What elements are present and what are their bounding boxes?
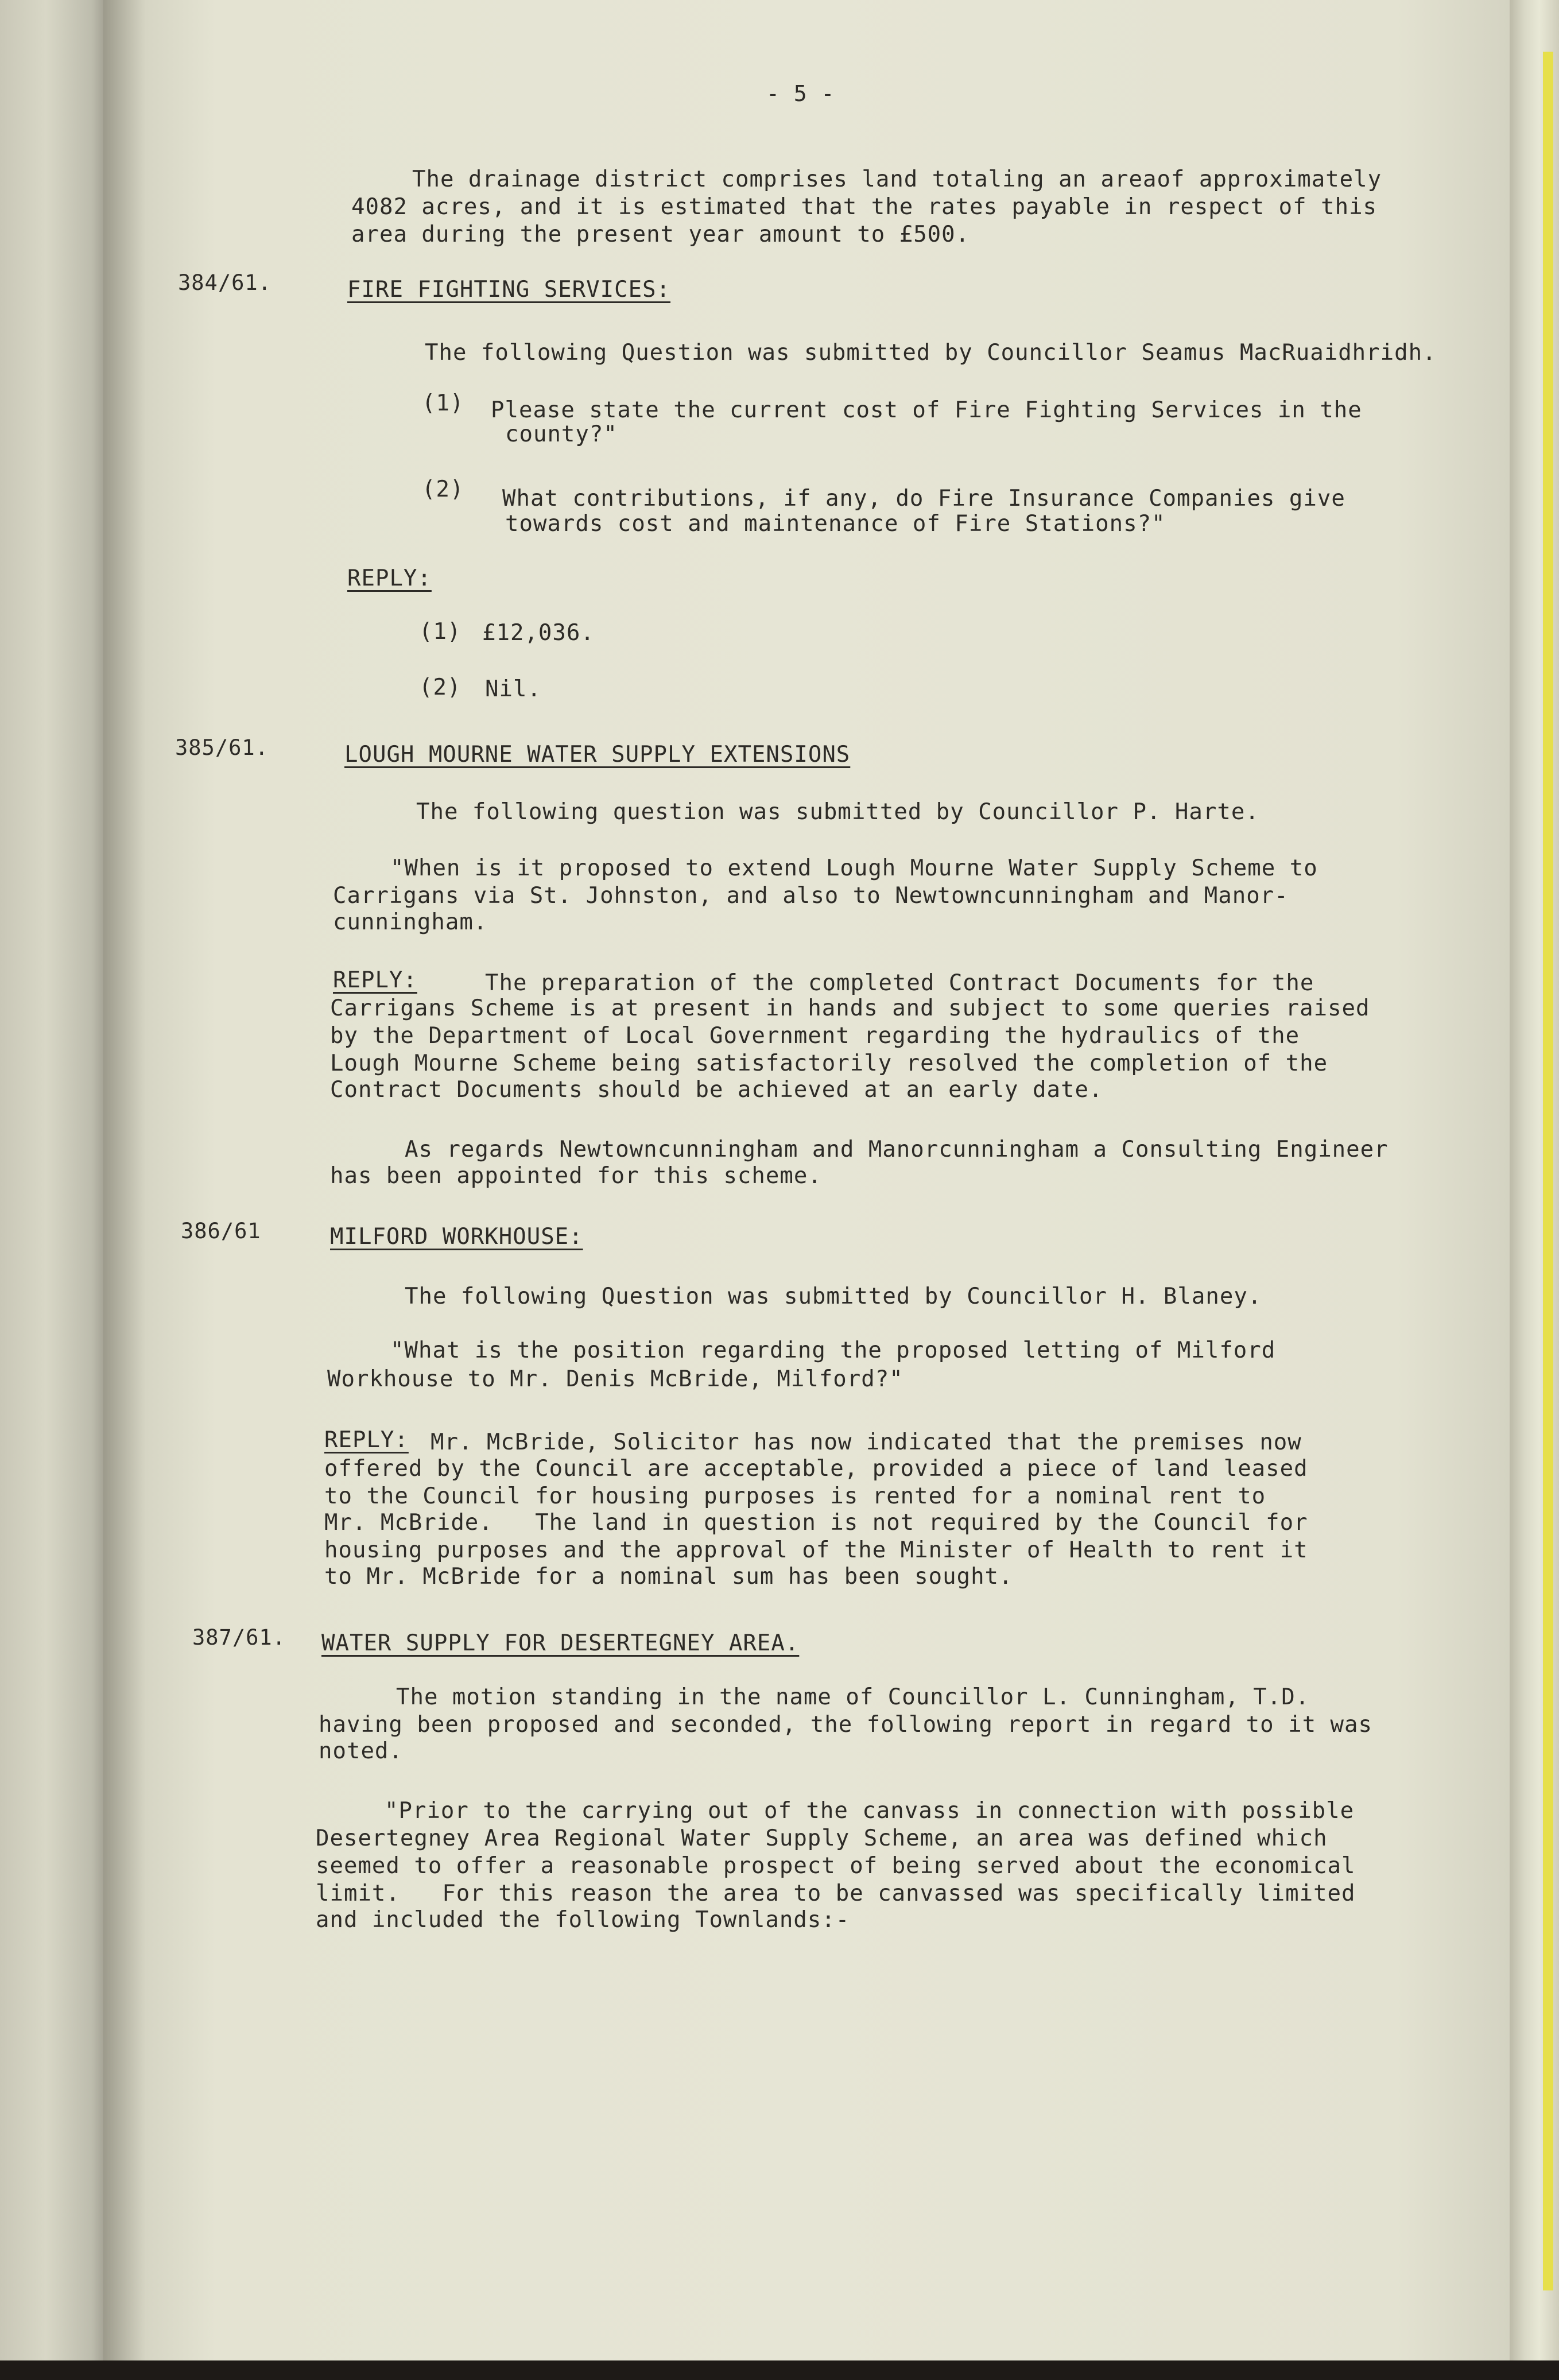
reply-label: REPLY: (333, 967, 417, 993)
quote-line: Carrigans via St. Johnston, and also to Newtowncunningham and Manor- (333, 883, 1289, 909)
section-intro-line: noted. (319, 1738, 403, 1764)
quote-line: seemed to offer a reasonable prospect of being served about the economical (316, 1853, 1356, 1879)
reply-line: Contract Documents should be achieved at an early date. (330, 1077, 1103, 1103)
reply-label: REPLY: (324, 1427, 409, 1453)
reply-line: The preparation of the completed Contract Documents for the (485, 970, 1314, 996)
reply-line: Mr. McBride, Solicitor has now indicated that the premises now (431, 1429, 1302, 1455)
section-intro-line: The motion standing in the name of Councillor L. Cunningham, T.D. (396, 1684, 1310, 1710)
quote-line: Workhouse to Mr. Denis McBride, Milford?" (327, 1366, 903, 1392)
intro-line-3: area during the present year amount to £500. (351, 222, 970, 247)
quote-line: "Prior to the carrying out of the canvass in connection with possible (385, 1798, 1355, 1824)
section-title: WATER SUPPLY FOR DESERTEGNEY AREA. (321, 1630, 800, 1656)
reply-line: Mr. McBride. The land in question is not required by the Council for (324, 1510, 1308, 1536)
scan-bottom-edge (0, 2360, 1559, 2380)
quote-line: limit. For this reason the area to be canvassed was specifically limited (316, 1881, 1356, 1906)
reply-label: REPLY: (347, 565, 432, 591)
section-intro: The following question was submitted by Councillor P. Harte. (416, 799, 1259, 825)
reply-line: to Mr. McBride for a nominal sum has been sought. (324, 1564, 1013, 1590)
reply-line: housing purposes and the approval of the Minister of Health to rent it (324, 1537, 1308, 1563)
page-stack-edge (1510, 0, 1559, 2380)
note-line: As regards Newtowncunningham and Manorcunningham a Consulting Engineer (405, 1137, 1389, 1162)
quote-line: Desertegney Area Regional Water Supply Scheme, an area was defined which (316, 1825, 1328, 1851)
reply-number: (1) (419, 619, 462, 645)
reply-line: to the Council for housing purposes is rented for a nominal rent to (324, 1483, 1266, 1509)
section-title: FIRE FIGHTING SERVICES: (347, 277, 671, 303)
section-intro: The following Question was submitted by Councillor Seamus MacRuaidhridh. (425, 340, 1437, 366)
quote-line: "When is it proposed to extend Lough Mourne Water Supply Scheme to (390, 855, 1318, 881)
reply-line: offered by the Council are acceptable, provided a piece of land leased (324, 1456, 1308, 1482)
yellow-tab (1543, 52, 1553, 2290)
intro-line-2: 4082 acres, and it is estimated that the rates payable in respect of this (351, 194, 1378, 220)
minute-ref: 386/61 (181, 1219, 261, 1243)
question-line: Please state the current cost of Fire Fighting Services in the (491, 397, 1362, 423)
question-line: county?" (505, 421, 618, 447)
quote-line: and included the following Townlands:- (316, 1907, 850, 1933)
note-line: has been appointed for this scheme. (330, 1163, 822, 1189)
section-title: MILFORD WORKHOUSE: (330, 1224, 583, 1250)
reply-line: Carrigans Scheme is at present in hands and subject to some queries raised (330, 995, 1370, 1021)
quote-line: cunningham. (333, 909, 488, 935)
reply-line: Lough Mourne Scheme being satisfactorily resolved the completion of the (330, 1051, 1328, 1076)
quote-line: "What is the position regarding the proposed letting of Milford (390, 1338, 1276, 1363)
page-number: - 5 - (766, 81, 835, 106)
section-title: LOUGH MOURNE WATER SUPPLY EXTENSIONS (344, 742, 851, 768)
question-number: (2) (422, 476, 464, 502)
section-intro-line: having been proposed and seconded, the following report in regard to it was (319, 1712, 1372, 1738)
reply-value: Nil. (485, 676, 541, 702)
question-line: What contributions, if any, do Fire Insurance Companies give (502, 486, 1345, 511)
minute-ref: 387/61. (192, 1625, 286, 1650)
question-number: (1) (422, 390, 464, 416)
reply-number: (2) (419, 675, 462, 700)
question-line: towards cost and maintenance of Fire Stations?" (505, 511, 1166, 537)
binding-margin (0, 0, 115, 2380)
reply-value: £12,036. (482, 620, 595, 646)
section-intro: The following Question was submitted by Councillor H. Blaney. (405, 1284, 1262, 1309)
minute-ref: 385/61. (175, 735, 269, 760)
intro-line-1: The drainage district comprises land totaling an areaof approximately (412, 166, 1382, 192)
reply-line: by the Department of Local Government regarding the hydraulics of the (330, 1023, 1300, 1049)
minute-ref: 384/61. (178, 270, 272, 295)
